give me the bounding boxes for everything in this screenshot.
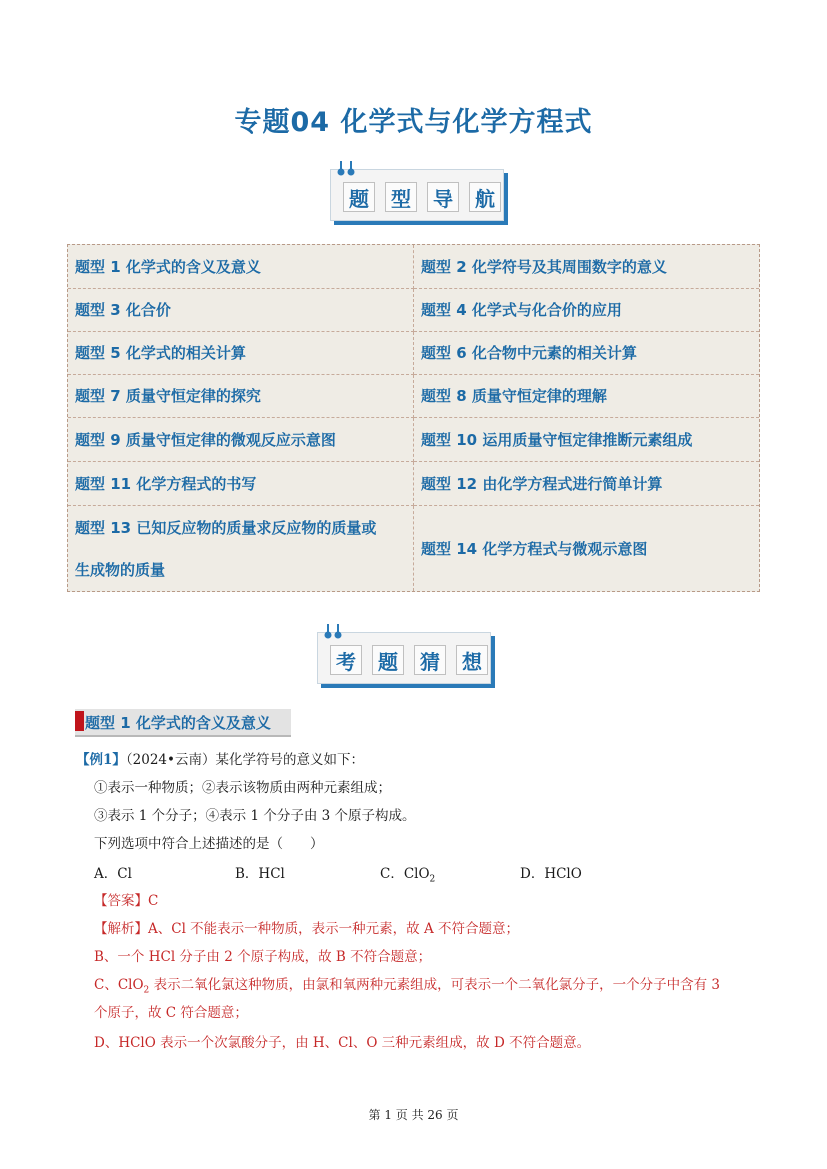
section-title: 题型 1 化学式的含义及意义: [85, 714, 271, 732]
nav-item[interactable]: 题型 7 质量守恒定律的探究: [68, 375, 414, 418]
banner-exam-predictions: [317, 632, 491, 684]
option-a: A．Cl: [94, 866, 132, 882]
nav-item[interactable]: 题型 1 化学式的含义及意义: [68, 245, 414, 289]
analysis-line: C、ClO$_2$ 表示二氧化氯这种物质，由氯和氧两种元素组成，可表示一个二氧化氯分子，一个分子中含有 3: [94, 977, 720, 996]
example-line: ③表示 1 个分子；④表示 1 个分子由 3 个原子构成。: [94, 808, 416, 824]
option-d: D．HClO: [520, 866, 582, 882]
example-line: ①表示一种物质；②表示该物质由两种元素组成；: [94, 780, 391, 796]
banner-char: 航: [469, 182, 501, 212]
option-c: C．ClO$_2$: [380, 866, 436, 885]
banner-char: 导: [427, 182, 459, 212]
banner-char: 考: [330, 645, 362, 675]
banner-char: 想: [456, 645, 488, 675]
nav-item[interactable]: 题型 6 化合物中元素的相关计算: [414, 332, 759, 375]
nav-item[interactable]: 题型 12 由化学方程式进行简单计算: [414, 462, 759, 506]
section-header: [75, 709, 291, 737]
nav-item[interactable]: 题型 10 运用质量守恒定律推断元素组成: [414, 418, 759, 462]
banner-question-types: [330, 169, 504, 221]
example-tag: 【例1】: [76, 752, 126, 768]
nav-item[interactable]: 题型 14 化学方程式与微观示意图: [421, 539, 648, 558]
analysis-line: B、一个 HCl 分子由 2 个原子构成，故 B 不符合题意；: [94, 949, 432, 965]
binder-rings-icon: [322, 624, 346, 640]
analysis-line: D、HClO 表示一个次氯酸分子，由 H、Cl、O 三种元素组成，故 D 不符合题意。: [94, 1035, 591, 1051]
analysis-line: 【解析】A、Cl 不能表示一种物质，表示一种元素，故 A 不符合题意；: [94, 921, 520, 937]
nav-item-line: 生成物的质量: [75, 560, 166, 579]
answer: 【答案】C: [94, 893, 159, 909]
page-footer: 第 1 页 共 26 页: [368, 1108, 459, 1122]
nav-item[interactable]: [68, 506, 414, 591]
nav-item[interactable]: 题型 5 化学式的相关计算: [68, 332, 414, 375]
nav-item[interactable]: 题型 9 质量守恒定律的微观反应示意图: [68, 418, 414, 462]
nav-item[interactable]: 题型 8 质量守恒定律的理解: [414, 375, 759, 418]
example-source: （2024•云南）某化学符号的意义如下：: [125, 752, 364, 768]
banner-char: 题: [372, 645, 404, 675]
banner-char: 题: [343, 182, 375, 212]
nav-item-line: 题型 13 已知反应物的质量求反应物的质量或: [75, 518, 377, 537]
nav-item[interactable]: 题型 11 化学方程式的书写: [68, 462, 414, 506]
page-title: 专题04 化学式与化学方程式: [234, 107, 593, 138]
example-header: [76, 751, 364, 769]
section-marker: [75, 711, 84, 731]
banner-char: 型: [385, 182, 417, 212]
question-type-table: [67, 244, 760, 592]
banner-char: 猜: [414, 645, 446, 675]
nav-item[interactable]: 题型 4 化学式与化合价的应用: [414, 289, 759, 332]
binder-rings-icon: [335, 161, 359, 177]
analysis-line: 个原子，故 C 符合题意；: [94, 1005, 248, 1021]
nav-item[interactable]: 题型 3 化合价: [68, 289, 414, 332]
example-question: 下列选项中符合上述描述的是（ ）: [94, 836, 324, 852]
nav-item[interactable]: 题型 2 化学符号及其周围数字的意义: [414, 245, 759, 289]
option-b: B．HCl: [235, 866, 285, 882]
